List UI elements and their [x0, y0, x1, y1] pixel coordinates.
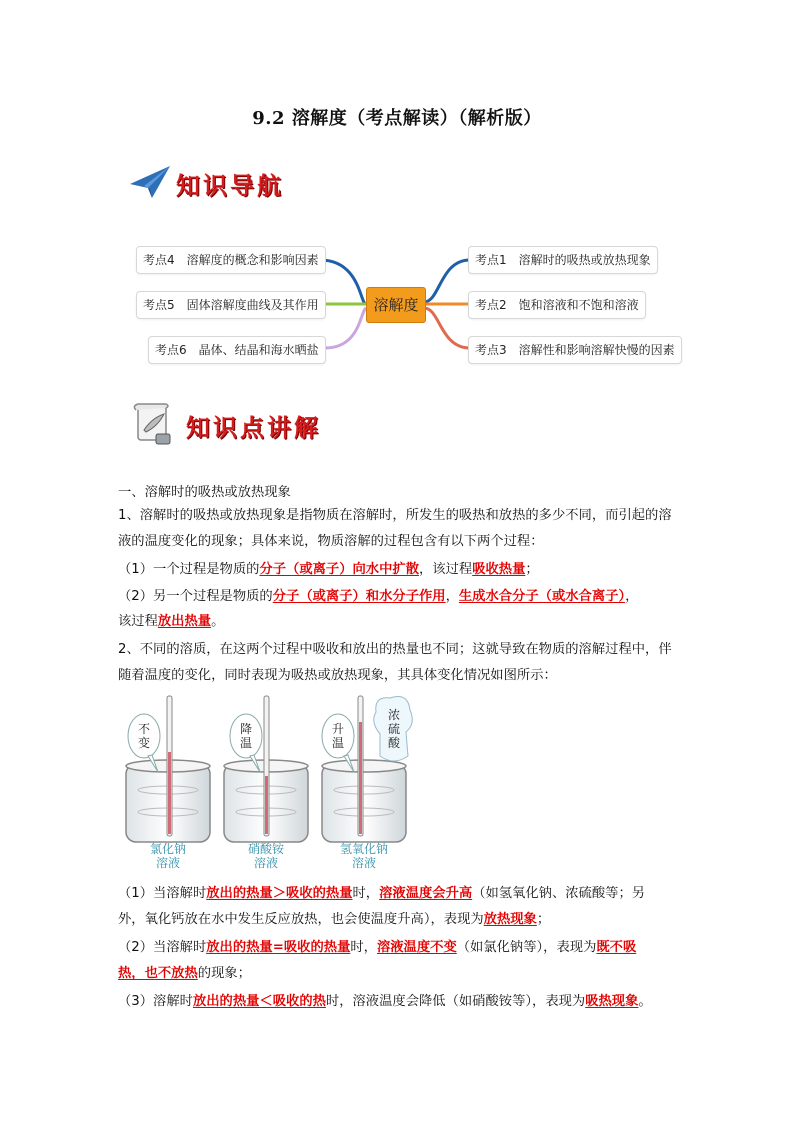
mindmap-center-node: 溶解度 — [366, 287, 426, 323]
mindmap-node-topic5: 考点5 固体溶解度曲线及其作用 — [136, 291, 326, 319]
scroll-quill-icon — [130, 400, 176, 448]
mindmap-node-topic6: 考点6 晶体、结晶和海水晒盐 — [148, 336, 326, 364]
mindmap-node-topic4: 考点4 溶解度的概念和影响因素 — [136, 246, 326, 274]
paragraph-1: 1、溶解时的吸热或放热现象是指物质在溶解时，所发生的吸热和放热的多少不同，而引起的溶液的温度变化的现象；具体来说，物质溶解的过程包含有以下两个过程： — [118, 508, 672, 549]
caption-naoh: 氢氧化钠 溶液 — [339, 842, 388, 870]
section-heading: 一、溶解时的吸热或放热现象 — [118, 485, 291, 500]
page-title: 9.2 溶解度（考点解读）（解析版） — [252, 108, 542, 129]
bubble-unchanged: 不 变 — [137, 722, 150, 750]
caption-nh4no3: 硝酸铵 溶液 — [247, 842, 284, 870]
bubble-cooling: 降 温 — [239, 722, 252, 750]
paragraph-2: 2、不同的溶质，在这两个过程中吸收和放出的热量也不同；这就导致在物质的溶解过程中，伴随着温度的变化，同时表现为吸热或放热现象，其具体变化情况如图所示： — [118, 642, 672, 683]
banner-navigation-text: 知识导航 — [176, 171, 284, 200]
process-2-cont: 该过程放出热量。 — [118, 614, 225, 629]
case-2-cont: 热，也不放热的现象； — [118, 966, 251, 981]
mind-map — [120, 232, 690, 372]
caption-nacl: 氯化钠 溶液 — [149, 842, 186, 870]
beaker-2 — [224, 696, 308, 842]
paper-plane-icon — [128, 162, 172, 202]
mindmap-node-topic2: 考点2 饱和溶液和不饱和溶液 — [468, 291, 646, 319]
banner-knowledge-text: 知识点讲解 — [186, 413, 321, 442]
process-1: （1）一个过程是物质的分子（或离子）向水中扩散，该过程吸收热量； — [118, 562, 539, 577]
case-1: （1）当溶解时放出的热量＞吸收的热量时，溶液温度会升高（如氢氧化钠、浓硫酸等；另 — [118, 886, 646, 901]
process-2: （2）另一个过程是物质的分子（或离子）和水分子作用，生成水合分子（或水合离子）， — [118, 589, 639, 604]
bubble-sulfuric-acid: 浓 硫 酸 — [387, 708, 400, 750]
case-2: （2）当溶解时放出的热量=吸收的热量时，溶液温度不变（如氯化钠等），表现为既不吸 — [118, 940, 637, 955]
beakers-figure — [118, 692, 418, 870]
bubble-heating: 升 温 — [331, 722, 344, 750]
mindmap-node-topic3: 考点3 溶解性和影响溶解快慢的因素 — [468, 336, 682, 364]
beaker-1 — [126, 696, 210, 842]
case-1-cont: 外，氧化钙放在水中发生反应放热，也会使温度升高），表现为放热现象； — [118, 912, 551, 927]
case-3: （3）溶解时放出的热量＜吸收的热时，溶液温度会降低（如硝酸铵等），表现为吸热现象。 — [118, 994, 652, 1009]
mindmap-node-topic1: 考点1 溶解时的吸热或放热现象 — [468, 246, 658, 274]
